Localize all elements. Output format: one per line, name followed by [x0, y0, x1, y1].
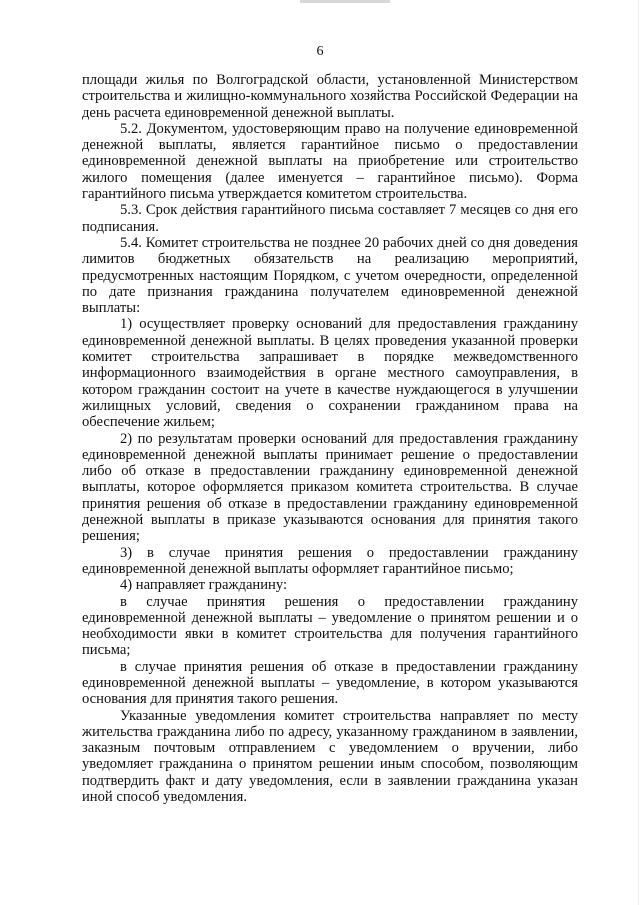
paragraph-notice-refusal: в случае принятия решения об отказе в предоставлении гражданину единовременной денежной выплаты – уведомление, в котором указываются основания для принятия такого решения.: [82, 658, 578, 708]
paragraph-5-4: 5.4. Комитет строительства не позднее 20 рабочих дней со дня доведения лимитов бюджетных обязательств на реализацию мероприятий, предусмотренных настоящим Порядком, с учетом очередности, определенной по дате признания гражданина получателем единовременной денежной выплаты:: [82, 234, 578, 317]
page-edge: [638, 0, 639, 905]
paragraph-continuation: площади жилья по Волгоградской области, установленной Министерством строительства и жилищно-коммунального хозяйства Российской Федерации на день расчета единовременной денежной выплаты.: [82, 72, 578, 121]
scan-artifact: [300, 0, 390, 3]
paragraph-notice-approval: в случае принятия решения о предоставлении гражданину единовременной денежной выплаты – уведомление о принятом решении и о необходимости явки в комитет строительства для получения гарантийного письма;: [82, 593, 578, 659]
page-number: 6: [316, 44, 324, 59]
paragraph-item-4: 4) направляет гражданину:: [120, 577, 288, 594]
paragraph-item-3: 3) в случае принятия решения о предоставлении гражданину единовременной денежной выплаты оформляет гарантийное письмо;: [82, 544, 578, 577]
paragraph-5-3: 5.3. Срок действия гарантийного письма составляет 7 месяцев со дня его подписания.: [82, 202, 578, 235]
paragraph-notice-delivery: Указанные уведомления комитет строительства направляет по месту жительства гражданина либо по адресу, указанному гражданином в заявлении, заказным почтовым отправлением с уведомлением о вручении, либо уведомляет гражданина о принятом решении иным способом, позволяющим подтвердить факт и дату уведомления, если в заявлении гражданина указан иной способ уведомления.: [82, 707, 578, 806]
paragraph-item-1: 1) осуществляет проверку оснований для предоставления гражданину единовременной денежной выплаты. В целях проведения указанной проверки комитет строительства запрашивает в порядке межведомственного информационного взаимодействия в органе местного самоуправления, в котором гражданин состоит на учете в качестве нуждающегося в улучшении жилищных условий, сведения о сохранении гражданином права на обеспечение жильем;: [82, 316, 578, 431]
paragraph-item-2: 2) по результатам проверки оснований для предоставления гражданину единовременной денежной выплаты принимает решение о предоставлении либо об отказе в предоставлении гражданину единовременной денежной выплаты, которое оформляется приказом комитета строительства. В случае принятия решения об отказе в предоставлении гражданину единовременной денежной выплаты в приказе указываются основания для принятия такого решения;: [82, 430, 578, 545]
paragraph-5-2: 5.2. Документом, удостоверяющим право на получение единовременной денежной выплаты, является гарантийное письмо о предоставлении единовременной денежной выплаты на приобретение или строительство жилого помещения (далее именуется – гарантийное письмо). Форма гарантийного письма утверждается комитетом строительства.: [82, 120, 578, 203]
document-body: [82, 72, 578, 805]
